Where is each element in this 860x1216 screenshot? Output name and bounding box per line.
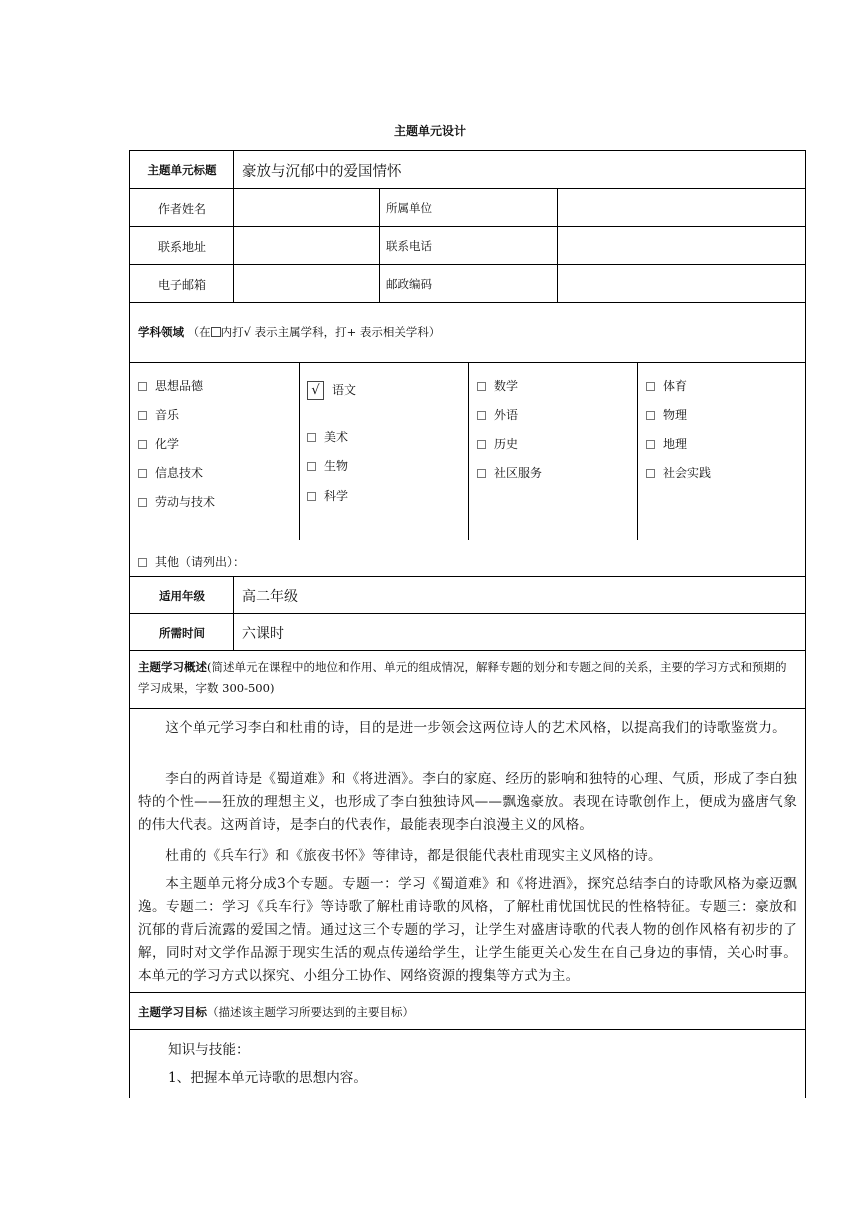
subject-pe[interactable]: 体育 — [646, 377, 687, 394]
time-value: 六课时 — [242, 625, 284, 642]
grade-value: 高二年级 — [242, 588, 298, 605]
subject-social-practice[interactable]: 社会实践 — [646, 464, 711, 481]
subject-moral[interactable]: 思想品德 — [138, 377, 203, 394]
objectives-title: 主题学习目标 — [138, 1005, 207, 1019]
document-title: 主题单元设计 — [393, 124, 466, 138]
checkbox-icon — [307, 492, 316, 501]
objectives-heading — [138, 1001, 797, 1023]
subject-chinese[interactable]: √ 语文 — [307, 381, 356, 400]
grade-label: 适用年级 — [159, 588, 205, 603]
subject-history[interactable]: 历史 — [477, 435, 518, 452]
author-label: 作者姓名 — [157, 201, 206, 216]
subject-area-note-before: （在 — [187, 325, 211, 339]
address-field[interactable] — [234, 227, 380, 265]
objectives-line-1: 知识与技能： — [168, 1042, 250, 1058]
checkbox-icon — [138, 558, 147, 567]
unit-title-label: 主题单元标题 — [147, 163, 217, 177]
checkbox-icon — [307, 433, 316, 442]
checkbox-icon — [477, 469, 486, 478]
subject-chemistry[interactable]: 化学 — [138, 435, 179, 452]
checkbox-icon — [646, 411, 655, 420]
subject-biology[interactable]: 生物 — [307, 457, 348, 474]
overview-paragraph-2: 李白的两首诗是《蜀道难》和《将进酒》。李白的家庭、经历的影响和独特的心理、气质，形成了李白独特的个性——狂放的理想主义，也形成了李白独独诗风——飘逸豪放。表现在诗歌创作上，便成为盛唐气象的伟大代表。这两首诗，是李白的代表作，最能表现李白浪漫主义的风格。 — [138, 771, 797, 833]
subject-music[interactable]: 音乐 — [138, 406, 179, 423]
subject-it[interactable]: 信息技术 — [138, 464, 203, 481]
checkbox-icon — [138, 498, 147, 507]
checkbox-icon — [646, 440, 655, 449]
subject-area-heading — [138, 321, 797, 343]
email-label: 电子邮箱 — [157, 277, 206, 292]
time-label: 所需时间 — [159, 625, 205, 640]
overview-title: 主题学习概述 — [138, 660, 207, 674]
overview-paragraph-3: 杜甫的《兵车行》和《旅夜书怀》等律诗，都是很能代表杜甫现实主义风格的诗。 — [165, 848, 662, 864]
org-field[interactable] — [558, 189, 805, 227]
objectives-note: （描述该主题学习所要达到的主要目标） — [207, 1005, 414, 1019]
checkbox-icon — [477, 411, 486, 420]
subject-geography[interactable]: 地理 — [646, 435, 687, 452]
address-label: 联系地址 — [157, 239, 206, 254]
overview-note: (简述单元在课程中的地位和作用、单元的组成情况，解释专题的划分和专题之间的关系，主要的学习方式和预期的学习成果，字数 300-500) — [138, 660, 787, 695]
subject-science[interactable]: 科学 — [307, 487, 348, 504]
unit-title-value: 豪放与沉郁中的爱国情怀 — [242, 163, 402, 180]
subject-labor[interactable]: 劳动与技术 — [138, 493, 215, 510]
checkbox-icon — [646, 469, 655, 478]
checkbox-icon — [477, 382, 486, 391]
checkbox-icon — [138, 382, 147, 391]
checkbox-sample-icon — [211, 327, 221, 337]
subject-other[interactable]: 其他（请列出）： — [138, 553, 245, 570]
checkmark-icon: √ — [307, 381, 324, 400]
checkbox-icon — [138, 411, 147, 420]
author-field[interactable] — [234, 189, 380, 227]
subject-foreign-language[interactable]: 外语 — [477, 406, 518, 423]
phone-field[interactable] — [558, 227, 805, 265]
unit-design-table — [129, 150, 806, 1098]
subject-area-title: 学科领域 — [138, 325, 184, 339]
checkbox-icon — [477, 440, 486, 449]
checkbox-icon — [138, 469, 147, 478]
objectives-line-2: 1、把握本单元诗歌的思想内容。 — [168, 1070, 367, 1086]
postcode-label: 邮政编码 — [386, 277, 432, 291]
org-label: 所属单位 — [386, 201, 432, 215]
subject-art[interactable]: 美术 — [307, 428, 348, 445]
checkbox-icon — [307, 462, 316, 471]
subject-area-note-after: 内打√ 表示主属学科，打+ 表示相关学科） — [220, 325, 441, 339]
subject-physics[interactable]: 物理 — [646, 406, 687, 423]
checkbox-icon — [138, 440, 147, 449]
overview-heading — [138, 657, 797, 699]
overview-paragraph-1: 这个单元学习李白和杜甫的诗，目的是进一步领会这两位诗人的艺术风格，以提高我们的诗歌鉴赏力。 — [165, 720, 786, 736]
subject-math[interactable]: 数学 — [477, 377, 518, 394]
overview-paragraph-4: 本主题单元将分成3个专题。专题一：学习《蜀道难》和《将进酒》，探究总结李白的诗歌风格为豪迈飘逸。专题二：学习《兵车行》等诗歌了解杜甫诗歌的风格，了解杜甫忧国忧民的性格特征。专题三：豪放和沉郁的背后流露的爱国之情。通过这三个专题的学习，让学生对盛唐诗歌的代表人物的创作风格有初步的了解，同时对文学作品源于现实生活的观点传递给学生，让学生能更关心发生在自己身边的事情，关心时事。本单元的学习方式以探究、小组分工协作、网络资源的搜集等方式为主。 — [138, 876, 797, 984]
postcode-field[interactable] — [558, 265, 805, 303]
checkbox-icon — [646, 382, 655, 391]
subject-community-service[interactable]: 社区服务 — [477, 464, 542, 481]
email-field[interactable] — [234, 265, 380, 303]
phone-label: 联系电话 — [386, 239, 432, 253]
